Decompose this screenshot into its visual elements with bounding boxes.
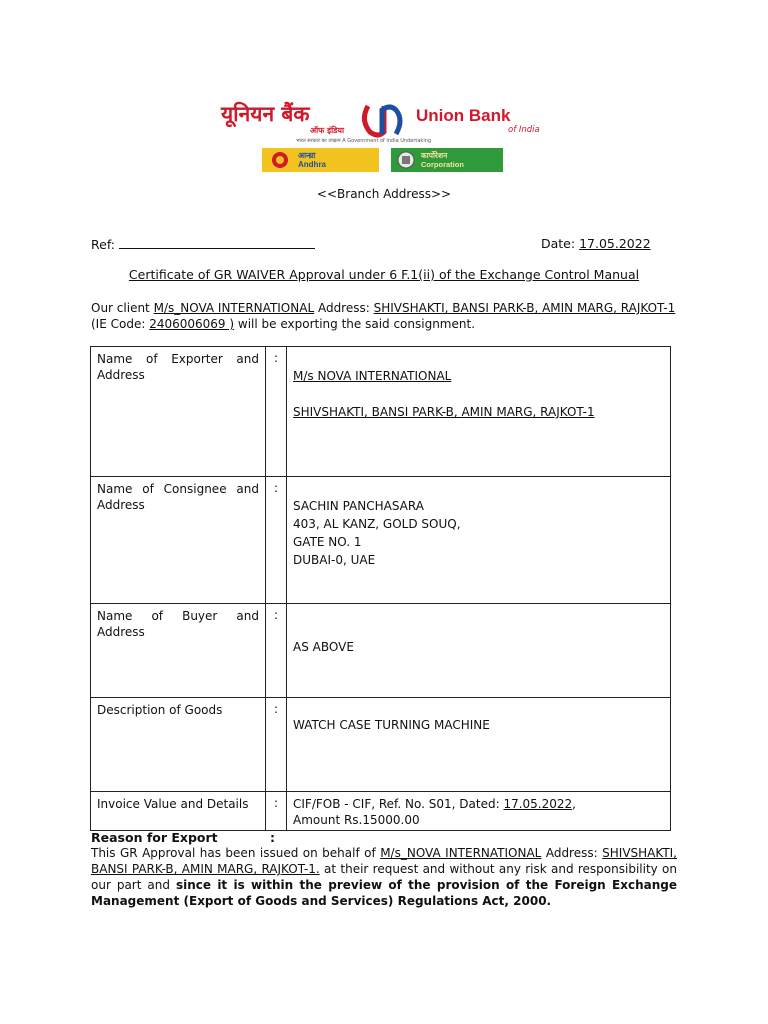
reason-bold-text: since it is within the preview of the provision of the Foreign Exchange Management (Export of Goods and Services) Regulations Act, 2000. [91, 878, 677, 908]
buyer-colon: : [265, 604, 287, 697]
consignee-value [287, 477, 670, 603]
ref-label: Ref: [91, 237, 115, 252]
invoice-label: Invoice Value and Details [97, 797, 249, 811]
logo-name: Union Bank [416, 106, 511, 125]
invoice-line-2: Amount Rs.15000.00 [293, 813, 420, 827]
andhra-logo [262, 148, 379, 172]
reason-address-label: Address: [545, 846, 598, 860]
date-label: Date: [541, 236, 576, 251]
union-bank-mark-icon [358, 102, 408, 138]
exporter-value [287, 347, 670, 476]
invoice-ref: CIF/FOB - CIF, Ref. No. S01, Dated: [293, 797, 500, 811]
andhra-english: Andhra [298, 160, 326, 169]
logo-tagline: भारत सरकार का उपक्रम A Government of India Undertaking [296, 138, 432, 144]
goods-value [287, 698, 670, 791]
goods-colon: : [265, 698, 287, 791]
table-row-invoice [91, 791, 670, 830]
exporter-address: SHIVSHAKTI, BANSI PARK-B, AMIN MARG, RAJKOT-1 [293, 405, 595, 419]
reason-paragraph [91, 845, 677, 909]
certificate-title: Certificate of GR WAIVER Approval under 6 F.1(ii) of the Exchange Control Manual [128, 267, 640, 282]
invoice-colon: : [265, 792, 287, 830]
andhra-mark-icon [262, 148, 298, 172]
consignee-colon: : [265, 477, 287, 603]
intro-address-label: Address: [317, 301, 370, 315]
andhra-hindi: आन्ध्रा [298, 151, 316, 160]
corporation-logo [391, 148, 503, 172]
table-row-consignee [91, 476, 670, 603]
goods-text: WATCH CASE TURNING MACHINE [293, 718, 490, 732]
reason-heading: Reason for Export [91, 830, 218, 845]
details-table [90, 346, 671, 831]
buyer-value [287, 604, 670, 697]
consignee-line-4: DUBAI-0, UAE [293, 553, 376, 567]
goods-label: Description of Goods [97, 703, 223, 717]
ref-blank [119, 236, 315, 249]
consignee-line-1: SACHIN PANCHASARA [293, 499, 424, 513]
corporation-mark-icon [391, 148, 421, 172]
buyer-text: AS ABOVE [293, 640, 354, 654]
table-row-buyer [91, 603, 670, 697]
reason-colon: : [270, 830, 275, 845]
invoice-date: 17.05.2022 [503, 797, 573, 811]
exporter-colon: : [265, 347, 287, 476]
exporter-label: Name of Exporter and Address [97, 352, 259, 382]
consignee-line-2: 403, AL KANZ, GOLD SOUQ, [293, 517, 461, 531]
branch-address: <<Branch Address>> [316, 187, 452, 201]
intro-prefix: Our client [91, 301, 150, 315]
invoice-value [287, 792, 670, 830]
reason-text-1: This GR Approval has been issued on behalf of [91, 846, 376, 860]
ref-line [91, 236, 315, 252]
date-value: 17.05.2022 [579, 236, 651, 251]
reason-client: M/s_NOVA INTERNATIONAL [380, 846, 542, 860]
table-row-goods [91, 697, 670, 791]
bank-logo [178, 92, 588, 178]
intro-client: M/s_NOVA INTERNATIONAL [153, 301, 315, 315]
invoice-comma: , [572, 797, 576, 811]
reason-text-2: at their request and without any risk and responsibility on our part and [91, 862, 677, 892]
corporation-hindi: कार्पोरेशन [421, 151, 448, 160]
exporter-name: M/s NOVA INTERNATIONAL [293, 369, 452, 383]
table-row-exporter [91, 347, 670, 476]
logo-hindi-name: यूनियन बैंक [221, 102, 310, 126]
buyer-label: Name of Buyer and Address [97, 609, 259, 639]
logo-hindi-subtitle: ऑफ इंडिया [310, 126, 345, 135]
consignee-label: Name of Consignee and Address [97, 482, 259, 512]
reason-address: SHIVSHAKTI, BANSI PARK-B, AMIN MARG, RAJKOT-1. [91, 846, 677, 876]
intro-ie-label: (IE Code: [91, 317, 146, 331]
intro-address: SHIVSHAKTI, BANSI PARK-B, AMIN MARG, RAJKOT-1 [373, 301, 676, 315]
corporation-english: Corporation [421, 160, 464, 169]
date-line [541, 236, 651, 251]
intro-suffix: will be exporting the said consignment. [237, 317, 476, 331]
consignee-line-3: GATE NO. 1 [293, 535, 362, 549]
invoice-line-1 [293, 796, 664, 812]
intro-paragraph [91, 300, 691, 332]
intro-ie-code: 2406006069 ) [149, 317, 235, 331]
logo-of-india: of India [508, 125, 540, 135]
